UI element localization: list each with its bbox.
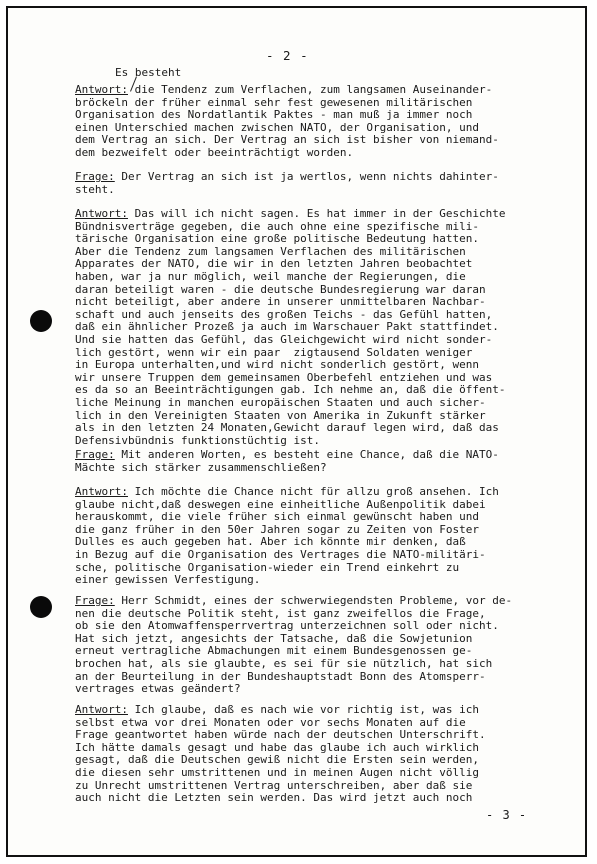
text-line: es da so an Beeinträchtigungen gab. Ich nehme an, daß die öffent-	[75, 383, 506, 397]
text-line: daran beteiligt waren - die deutsche Bundesregierung war daran	[75, 282, 486, 296]
line-text: Ich möchte die Chance nicht für allzu groß ansehen. Ich	[127, 485, 499, 498]
text-line: erneut vertragliche Abmachungen mit einem Bundesgenossen ge-	[75, 644, 473, 658]
question-paragraph	[75, 449, 545, 474]
text-line: zu Unrecht umstrittenen Vertrag unterschreiben, aber daß sie	[75, 778, 473, 792]
text-line	[75, 595, 545, 608]
line-text: Das will ich nicht sagen. Es hat immer in der Geschichte	[127, 207, 506, 220]
text-line: dem bezweifelt oder beeinträchtigt worden.	[75, 145, 354, 159]
text-line	[75, 486, 545, 499]
text-line: lich gestört, wenn wir ein paar zigtausend Soldaten weniger	[75, 345, 473, 359]
line-text: Mit anderen Worten, es besteht eine Chance, daß die NATO-	[114, 448, 499, 461]
punch-hole-bottom	[30, 596, 52, 618]
text-line: nicht beteiligt, aber andere in unserer unmittelbaren Nachbar-	[75, 295, 486, 309]
handwritten-insertion: Es besteht	[115, 66, 182, 79]
text-line: brochen hat, als sie glaubte, es sei für sie nützlich, hat sich	[75, 656, 493, 670]
text-line: die diesen sehr umstrittenen und in meinen Augen nicht völlig	[75, 765, 479, 779]
speaker-label: Antwort:	[75, 485, 128, 498]
answer-paragraph	[75, 486, 545, 587]
text-line: steht.	[75, 182, 115, 196]
text-line	[75, 208, 545, 221]
punch-hole-top	[30, 310, 52, 332]
text-line: einer gewissen Verfestigung.	[75, 573, 261, 587]
page-number: - 2 -	[266, 48, 309, 63]
speaker-label: Antwort:	[75, 207, 128, 220]
speaker-label: Antwort:	[75, 83, 128, 96]
text-line: ob sie den Atomwaffensperrvertrag unterzeichnen soll oder nicht.	[75, 619, 499, 633]
text-line: Apparates der NATO, die wir in den letzten Jahren beobachtet	[75, 257, 473, 271]
answer-paragraph	[75, 704, 545, 805]
text-line: lich in den Vereinigten Staaten von Amerika in Zukunft stärker	[75, 408, 486, 422]
text-line: selbst etwa vor drei Monaten oder vor sechs Monaten auf die	[75, 715, 466, 729]
speaker-label: Frage:	[75, 170, 115, 183]
text-line	[75, 171, 545, 184]
text-line	[75, 449, 545, 462]
text-line: sche, politische Organisation-wieder ein Trend einkehrt zu	[75, 560, 460, 574]
text-line: Ich hätte damals gesagt und habe das glaube ich auch wirklich	[75, 740, 479, 754]
text-line: Und sie hatten das Gefühl, das Gleichgewicht wird nicht sonder-	[75, 332, 493, 346]
text-line: dem Vertrag an sich. Der Vertrag an sich ist bisher von niemand-	[75, 133, 499, 147]
answer-paragraph	[75, 208, 545, 447]
text-line: daß ein ähnlicher Prozeß ja auch im Warschauer Pakt stattfindet.	[75, 320, 499, 334]
text-line: vertrages etwas geändert?	[75, 682, 241, 696]
text-line: gesagt, daß die Deutschen gewiß nicht die Ersten sein werden,	[75, 753, 479, 767]
line-text: Der Vertrag an sich ist ja wertlos, wenn nichts dahinter-	[114, 170, 499, 183]
text-line: in Bezug auf die Organisation des Vertrages die NATO-militäri-	[75, 547, 486, 561]
text-line: Defensivbündnis funktionstüchtig ist.	[75, 433, 321, 447]
line-text: Ich glaube, daß es nach wie vor richtig ist, was ich	[127, 703, 479, 716]
text-line: Frage geantwortet haben würde nach der deutschen Unterschrift.	[75, 728, 486, 742]
text-line: an der Beurteilung in der Bundeshauptstadt Bonn des Atomsperr-	[75, 669, 486, 683]
text-line: in Europa unterhalten,und wird nicht sonderlich gestört, wenn	[75, 358, 479, 372]
speaker-label: Frage:	[75, 594, 115, 607]
text-line: Mächte sich stärker zusammenschließen?	[75, 460, 327, 474]
text-line: auch nicht die Letzten sein werden. Das wird jetzt auch noch	[75, 791, 473, 805]
question-paragraph	[75, 171, 545, 196]
text-line: Aber die Tendenz zum langsamen Verflachen des militärischen	[75, 244, 466, 258]
text-line: wir unsere Truppen dem gemeinsamen Oberbefehl entziehen und was	[75, 370, 493, 384]
text-line: bröckeln der früher einmal sehr fest gewesenen militärischen	[75, 95, 473, 109]
text-line: haben, war ja nur möglich, weil manche der Regierungen, die	[75, 269, 466, 283]
line-text: die Tendenz zum Verflachen, zum langsamen Auseinander-	[127, 83, 493, 96]
next-page-marker: - 3 -	[486, 808, 528, 822]
speaker-label: Frage:	[75, 448, 115, 461]
text-line: nen die deutsche Politik steht, ist ganz zweifellos die Frage,	[75, 606, 486, 620]
text-line: Hat sich jetzt, angesichts der Tatsache, daß die Sowjetunion	[75, 631, 473, 645]
text-line: Dulles es auch gegeben hat. Aber ich könnte mir denken, daß	[75, 535, 466, 549]
text-line: tärische Organisation eine große politische Bedeutung hatten.	[75, 232, 479, 246]
text-line	[75, 84, 545, 97]
text-line: liche Meinung in manchen europäischen Staaten und auch sicher-	[75, 395, 486, 409]
text-line: Organisation des Nordatlantik Paktes - man muß ja immer noch	[75, 108, 473, 122]
text-line: einen Unterschied machen zwischen NATO, der Organisation, und	[75, 120, 479, 134]
text-line	[75, 704, 545, 717]
text-line: herauskommt, die viele früher sich einmal gewünscht haben und	[75, 510, 479, 524]
question-paragraph	[75, 595, 545, 696]
text-line: glaube nicht,daß deswegen eine einheitliche Außenpolitik dabei	[75, 497, 486, 511]
text-line: Bündnisverträge gegeben, die auch ohne eine spezifische mili-	[75, 219, 479, 233]
line-text: Herr Schmidt, eines der schwerwiegendsten Probleme, vor de-	[114, 594, 513, 607]
text-line: schaft und auch jenseits des großen Teichs - das Gefühl hatten,	[75, 307, 493, 321]
text-line: die ganz früher in den 50er Jahren sogar zu Zeiten von Foster	[75, 522, 479, 536]
answer-paragraph	[75, 84, 545, 160]
speaker-label: Antwort:	[75, 703, 128, 716]
text-line: als in den letzten 24 Monaten,Gewicht darauf legen wird, daß das	[75, 421, 499, 435]
